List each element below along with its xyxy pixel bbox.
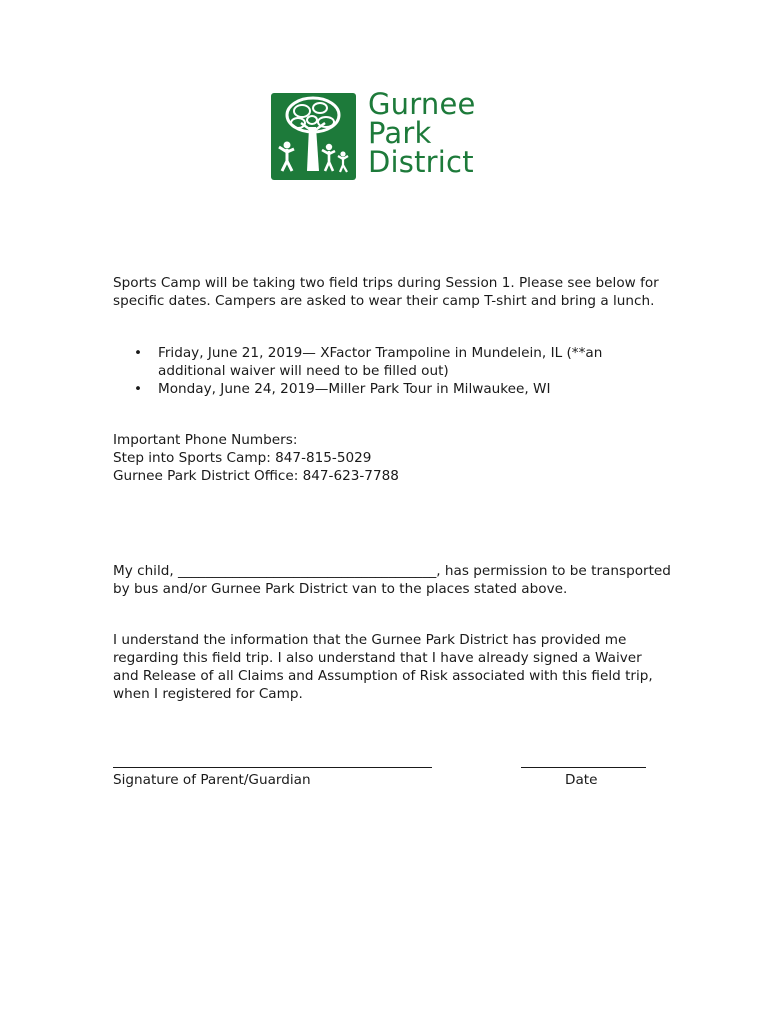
gurnee-park-district-logo xyxy=(271,87,496,183)
date-line[interactable] xyxy=(521,767,646,768)
bullet-icon: • xyxy=(134,345,143,361)
field-trip-list xyxy=(113,344,602,398)
list-item xyxy=(113,380,602,398)
trip-line: Friday, June 21, 2019— XFactor Trampoline in Mundelein, IL (**an xyxy=(158,345,603,361)
tree-family-icon xyxy=(271,93,356,180)
acknowledgement-paragraph xyxy=(113,631,653,703)
intro-paragraph xyxy=(113,274,659,310)
acknowledgement-line: I understand the information that the Gurnee Park District has provided me xyxy=(113,632,627,648)
acknowledgement-line: regarding this field trip. I also understand that I have already signed a Waiver xyxy=(113,650,642,666)
bullet-icon: • xyxy=(134,381,143,397)
trip-line: additional waiver will need to be filled out) xyxy=(158,363,449,379)
trip-line: Monday, June 24, 2019—Miller Park Tour in Milwaukee, WI xyxy=(158,381,551,397)
intro-line: Sports Camp will be taking two field trips during Session 1. Please see below for xyxy=(113,275,659,291)
logo-line-park: Park xyxy=(368,116,432,150)
intro-line: specific dates. Campers are asked to wear their camp T-shirt and bring a lunch. xyxy=(113,293,655,309)
parent-signature-line[interactable] xyxy=(113,767,432,768)
logo-line-gurnee: Gurnee xyxy=(368,87,476,121)
acknowledgement-line: and Release of all Claims and Assumption of Risk associated with this field trip, xyxy=(113,668,653,684)
parent-signature-label: Signature of Parent/Guardian xyxy=(113,772,311,788)
permission-statement xyxy=(113,562,671,598)
phone-numbers-block xyxy=(113,431,399,485)
logo-line-district: District xyxy=(368,145,474,179)
permission-line: My child, ______________________________________, has permission to be transported xyxy=(113,563,671,579)
permission-line: by bus and/or Gurnee Park District van to the places stated above. xyxy=(113,581,568,597)
phone-heading: Important Phone Numbers: xyxy=(113,432,298,448)
list-item xyxy=(113,344,602,380)
logo-wordmark xyxy=(368,87,476,179)
camp-phone: Step into Sports Camp: 847-815-5029 xyxy=(113,450,372,466)
acknowledgement-line: when I registered for Camp. xyxy=(113,686,303,702)
date-label: Date xyxy=(565,772,598,788)
office-phone: Gurnee Park District Office: 847-623-7788 xyxy=(113,468,399,484)
